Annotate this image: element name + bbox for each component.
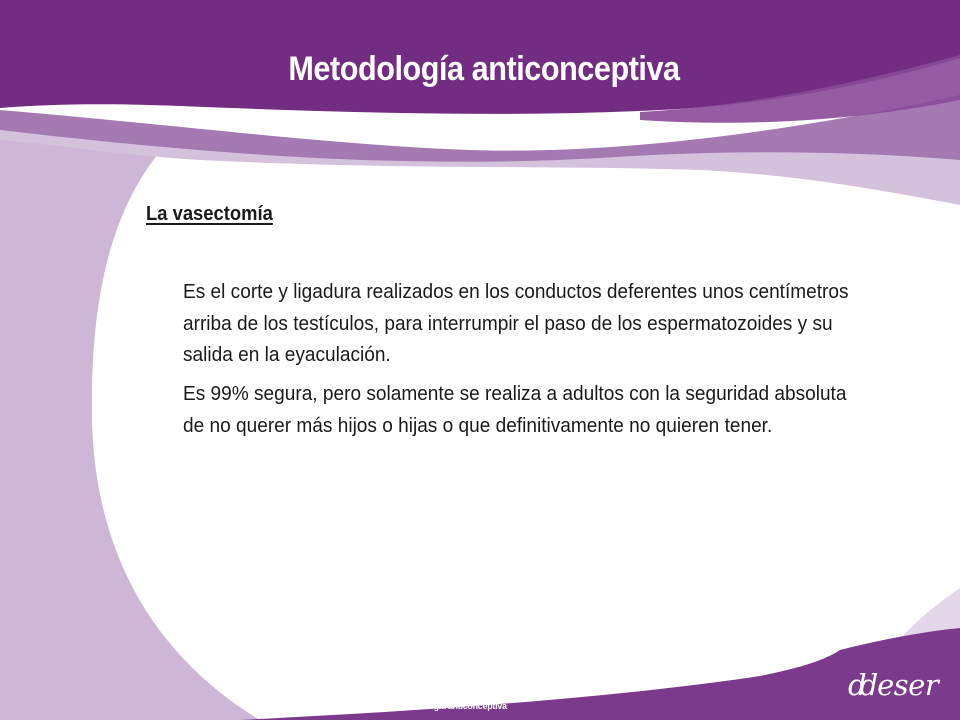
slide-title: Metodología anticonceptiva xyxy=(288,50,680,88)
ddeser-logo xyxy=(848,668,938,702)
paragraph-effectiveness: Es 99% segura, pero solamente se realiza a adultos con la seguridad absoluta de no querer más hijos o hijas o que definitivamente no quieren tener. xyxy=(183,382,847,437)
footer-text: Metodología anticonceptiva xyxy=(396,701,507,711)
logo-mark: dd xyxy=(848,668,872,702)
section-heading: La vasectomía xyxy=(146,203,273,225)
paragraph-definition: Es el corte y ligadura realizados en los conductos deferentes unos centímetros arriba de los testículos, para interrumpir el paso de los espermatozoides y su salida en la eyaculación. xyxy=(183,280,849,366)
logo-word: eser xyxy=(877,668,939,702)
